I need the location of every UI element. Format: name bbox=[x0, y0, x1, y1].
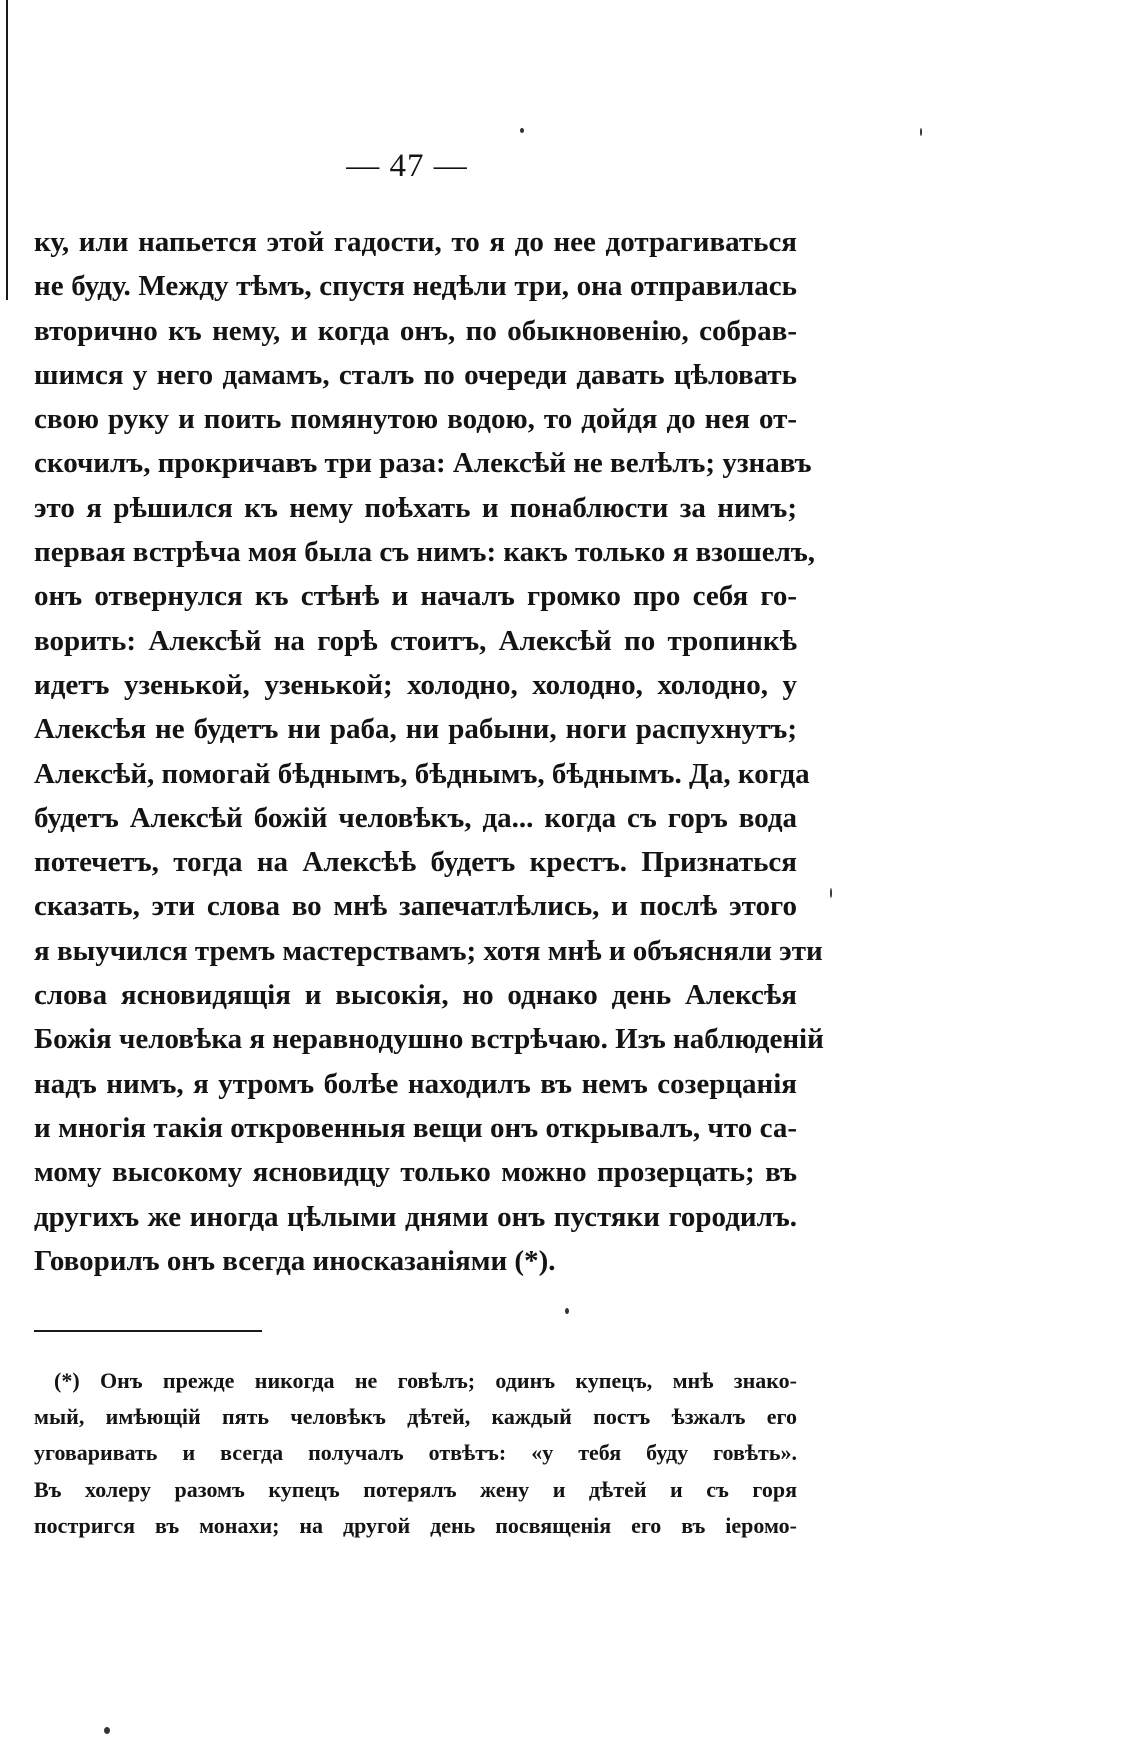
scan-speck bbox=[104, 1727, 110, 1734]
text-line: сказать, эти слова во мнѣ запечатлѣлись, и послѣ этого bbox=[34, 890, 797, 923]
text-line: идетъ узенькой, узенькой; холодно, холодно, холодно, у bbox=[34, 668, 797, 701]
text-line: Алексѣя не будетъ ни раба, ни рабыни, ноги распухнутъ; bbox=[34, 713, 797, 746]
footnote bbox=[34, 1363, 797, 1544]
text-line: мому высокому ясновидцу только можно прозерцать; въ bbox=[34, 1156, 797, 1189]
text-line: Алексѣй, помогай бѣднымъ, бѣднымъ, бѣднымъ. Да, когда bbox=[34, 757, 810, 790]
text-line: другихъ же иногда цѣлыми днями онъ пустяки городилъ. bbox=[34, 1200, 797, 1233]
footnote-line: Въ холеру разомъ купецъ потерялъ жену и дѣтей и съ горя bbox=[34, 1476, 797, 1502]
footnote-separator bbox=[34, 1330, 262, 1332]
text-line: онъ отвернулся къ стѣнѣ и началъ громко про себя го- bbox=[34, 580, 797, 613]
footnote-line: уговаривать и всегда получалъ отвѣтъ: «у тебя буду говѣть». bbox=[34, 1440, 797, 1466]
scan-speck bbox=[830, 888, 832, 898]
text-line: слова ясновидящія и высокія, но однако день Алексѣя bbox=[34, 979, 797, 1012]
text-line: свою руку и поить помянутою водою, то дойдя до нея от- bbox=[34, 403, 797, 436]
main-text bbox=[34, 220, 824, 1283]
scan-speck bbox=[520, 128, 524, 133]
scan-speck bbox=[920, 128, 922, 136]
text-line: первая встрѣча моя была съ нимъ: какъ только я взошелъ, bbox=[34, 536, 816, 569]
text-line: ку, или напьется этой гадости, то я до нее дотрагиваться bbox=[34, 226, 797, 258]
text-line: Божія человѣка я неравнодушно встрѣчаю. Изъ наблюденій bbox=[34, 1023, 824, 1056]
text-line: и многія такія откровенныя вещи онъ открывалъ, что са- bbox=[34, 1111, 797, 1144]
text-line: будетъ Алексѣй божій человѣкъ, да... когда съ горъ вода bbox=[34, 801, 797, 834]
scan-speck bbox=[565, 1308, 569, 1314]
text-line: Говорилъ онъ всегда иносказаніями (*). bbox=[34, 1244, 556, 1277]
footnote-line: (*) Онъ прежде никогда не говѣлъ; одинъ купецъ, мнѣ знако- bbox=[54, 1368, 797, 1393]
text-line: вторично къ нему, и когда онъ, по обыкновенію, собрав- bbox=[34, 314, 797, 347]
text-line: я выучился тремъ мастерствамъ; хотя мнѣ и объясняли эти bbox=[34, 934, 823, 967]
footnote-line: мый, имѣющій пять человѣкъ дѣтей, каждый постъ ѣзжалъ его bbox=[34, 1404, 797, 1430]
text-line: скочилъ, прокричавъ три раза: Алексѣй не велѣлъ; узнавъ bbox=[34, 447, 812, 480]
text-line: шимся у него дамамъ, сталъ по очереди давать цѣловать bbox=[34, 358, 797, 391]
text-line: ворить: Алексѣй на горѣ стоитъ, Алексѣй по тропинкѣ bbox=[34, 624, 797, 657]
footnote-line: постригся въ монахи; на другой день посвященія его въ іеромо- bbox=[34, 1512, 797, 1538]
text-line: это я рѣшился къ нему поѣхать и понаблюсти за нимъ; bbox=[34, 491, 797, 524]
text-line: потечетъ, тогда на Алексѣѣ будетъ крестъ. Признаться bbox=[34, 846, 797, 879]
page-number: — 47 — bbox=[346, 148, 468, 184]
text-line: надъ нимъ, я утромъ болѣе находилъ въ немъ созерцанія bbox=[34, 1067, 797, 1100]
text-line: не буду. Между тѣмъ, спустя недѣли три, она отправилась bbox=[34, 270, 797, 303]
